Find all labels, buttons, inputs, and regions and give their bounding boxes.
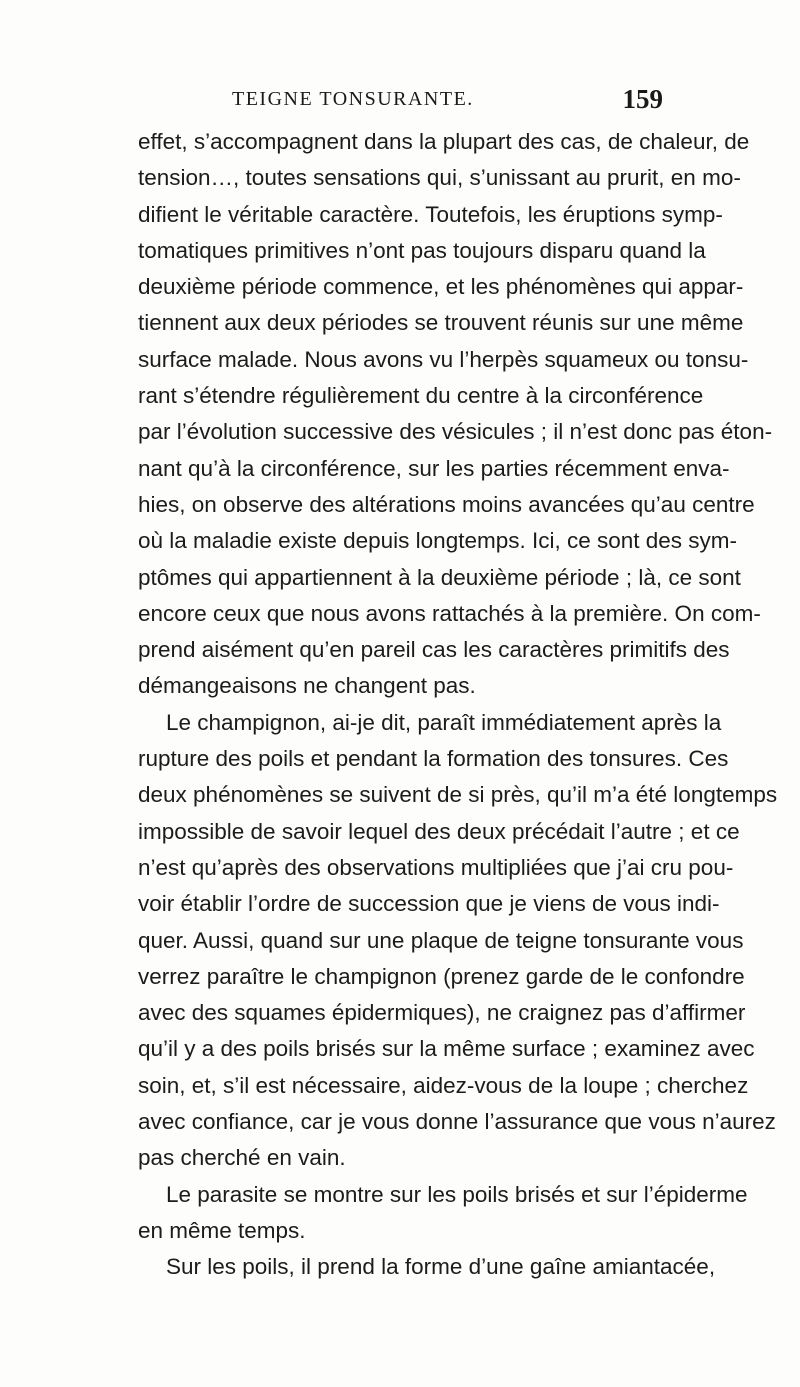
text-line: difient le véritable caractère. Toutefois, les éruptions symp-: [138, 201, 723, 227]
text-line: avec des squames épidermiques), ne craignez pas d’affirmer: [138, 1000, 746, 1026]
text-line: Le parasite se montre sur les poils brisés et sur l’épiderme: [166, 1181, 748, 1207]
text-line: quer. Aussi, quand sur une plaque de teigne tonsurante vous: [138, 927, 744, 953]
text-line: tiennent aux deux périodes se trouvent réunis sur une même: [138, 310, 744, 336]
page-header: [138, 84, 663, 120]
text-line: prend aisément qu’en pareil cas les caractères primitifs des: [138, 637, 730, 663]
text-line: nant qu’à la circonférence, sur les parties récemment enva-: [138, 455, 730, 481]
text-line: en même temps.: [138, 1217, 306, 1243]
text-line: surface malade. Nous avons vu l’herpès squameux ou tonsu-: [138, 346, 749, 372]
running-head: TEIGNE TONSURANTE.: [232, 88, 474, 110]
text-line: soin, et, s’il est nécessaire, aidez-vous de la loupe ; cherchez: [138, 1072, 749, 1098]
text-line: où la maladie existe depuis longtemps. Ici, ce sont des sym-: [138, 528, 738, 554]
text-line: impossible de savoir lequel des deux précédait l’autre ; et ce: [138, 818, 740, 844]
text-line: deuxième période commence, et les phénomènes qui appar-: [138, 274, 744, 300]
text-line: tomatiques primitives n’ont pas toujours disparu quand la: [138, 237, 706, 263]
text-line: encore ceux que nous avons rattachés à la première. On com-: [138, 600, 761, 626]
text-line: pas cherché en vain.: [138, 1145, 346, 1171]
text-line: voir établir l’ordre de succession que je viens de vous indi-: [138, 891, 720, 917]
body-text: [138, 124, 778, 1286]
text-line: hies, on observe des altérations moins avancées qu’au centre: [138, 491, 755, 517]
text-line: rupture des poils et pendant la formation des tonsures. Ces: [138, 746, 729, 772]
page-number: 159: [622, 84, 663, 114]
text-line: effet, s’accompagnent dans la plupart des cas, de chaleur, de: [138, 129, 750, 154]
text-line: Le champignon, ai-je dit, paraît immédiatement après la: [166, 709, 722, 735]
text-line: deux phénomènes se suivent de si près, qu’il m’a été longtemps: [138, 782, 778, 808]
text-line: verrez paraître le champignon (prenez garde de le confondre: [138, 963, 745, 989]
text-line: Sur les poils, il prend la forme d’une gaîne amiantacée,: [166, 1254, 716, 1280]
text-line: ptômes qui appartiennent à la deuxième période ; là, ce sont: [138, 564, 741, 590]
text-line: n’est qu’après des observations multipliées que j’ai cru pou-: [138, 854, 734, 880]
text-line: tension…, toutes sensations qui, s’unissant au prurit, en mo-: [138, 165, 741, 191]
text-line: avec confiance, car je vous donne l’assurance que vous n’aurez: [138, 1109, 776, 1135]
text-line: par l’évolution successive des vésicules ; il n’est donc pas éton-: [138, 419, 773, 445]
text-line: démangeaisons ne changent pas.: [138, 673, 476, 699]
text-line: rant s’étendre régulièrement du centre à la circonférence: [138, 383, 704, 409]
text-line: qu’il y a des poils brisés sur la même surface ; examinez avec: [138, 1036, 755, 1062]
